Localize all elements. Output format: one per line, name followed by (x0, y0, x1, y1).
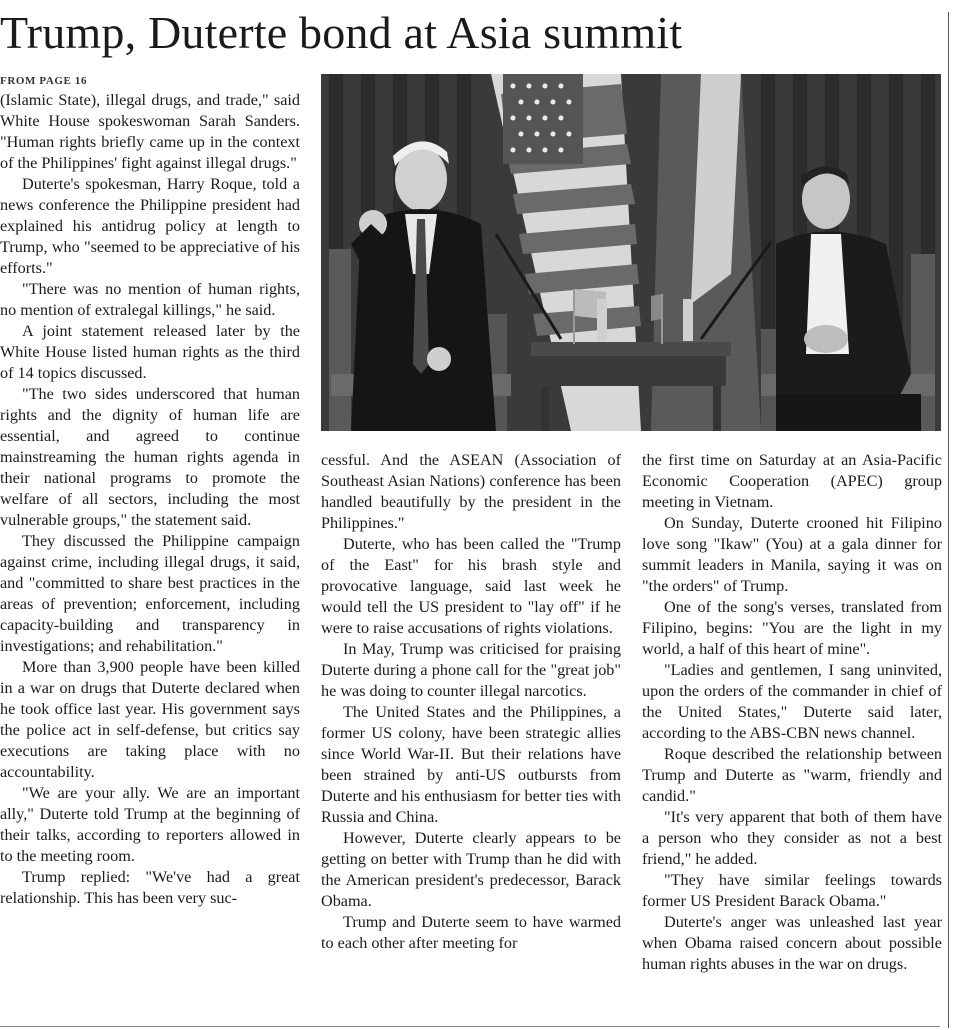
paragraph: Duterte, who has been called the "Trump of the East" for his brash style and provocative language, said last week he would tell the US president to "lay off" if he were to raise accusations of rights violations. (321, 535, 621, 637)
paragraph: cessful. And the ASEAN (Association of Southeast Asian Nations) conference has been handled beautifully by the president in the Philippines." (321, 451, 621, 532)
paragraph: They discussed the Philippine campaign against crime, including illegal drugs, it said, and "committed to share best practices in the areas of prevention; enforcement, including capacity-building and transparency in investigations; and rehabilitation." (0, 532, 300, 655)
news-photo-image (321, 74, 941, 431)
column-rule (948, 12, 949, 1028)
headline: Trump, Duterte bond at Asia summit (0, 7, 683, 58)
paragraph: One of the song's verses, translated from Filipino, begins: "You are the light in my world, a half of this heart of mine". (642, 598, 942, 658)
paragraph: (Islamic State), illegal drugs, and trade," said White House spokeswoman Sarah Sanders. "Human rights briefly came up in the context of the Philippines' fight against illegal drugs." (0, 91, 300, 172)
paragraph: the first time on Saturday at an Asia-Pacific Economic Cooperation (APEC) group meeting in Vietnam. (642, 451, 942, 511)
paragraph: Trump and Duterte seem to have warmed to each other after meeting for (321, 913, 621, 952)
paragraph: More than 3,900 people have been killed in a war on drugs that Duterte declared when he took office last year. His government says the police act in self-defense, but critics say executions are taking place with no accountability. (0, 658, 300, 781)
jump-line: FROM PAGE 16 (0, 75, 88, 87)
paragraph: Duterte's anger was unleashed last year when Obama raised concern about possible human rights abuses in the war on drugs. (642, 913, 942, 973)
paragraph: "The two sides underscored that human rights and the dignity of human life are essential, and agreed to continue mainstreaming the human rights agenda in their national programs to promote the welfare of all sectors, including the most vulnerable groups," the statement said. (0, 385, 300, 529)
paragraph: "Ladies and gentlemen, I sang uninvited, upon the orders of the commander in chief of the United States," Duterte said later, according to the ABS-CBN news channel. (642, 661, 942, 742)
paragraph: "We are your ally. We are an important ally," Duterte told Trump at the beginning of their talks, according to reporters allowed in to the meeting room. (0, 784, 300, 865)
paragraph: A joint statement released later by the White House listed human rights as the third of 14 topics discussed. (0, 322, 300, 382)
news-photo (321, 74, 941, 431)
paragraph: Duterte's spokesman, Harry Roque, told a news conference the Philippine president had explained his antidrug policy at length to Trump, who "seemed to be appreciative of his efforts." (0, 175, 300, 277)
paragraph: The United States and the Philippines, a former US colony, have been strategic allies since World War-II. But their relations have been strained by anti-US outbursts from Duterte and his enthusiasm for better ties with Russia and China. (321, 703, 621, 826)
paragraph: However, Duterte clearly appears to be getting on better with Trump than he did with the American president's predecessor, Barack Obama. (321, 829, 621, 910)
article-column-3 (642, 450, 942, 975)
paragraph: Trump replied: "We've had a great relationship. This has been very suc- (0, 868, 300, 907)
paragraph: "It's very apparent that both of them have a person who they consider as not a best friend," he added. (642, 808, 942, 868)
paragraph: Roque described the relationship between Trump and Duterte as "warm, friendly and candid." (642, 745, 942, 805)
article-column-1 (0, 72, 300, 909)
paragraph: On Sunday, Duterte crooned hit Filipino love song "Ikaw" (You) at a gala dinner for summit leaders in Manila, saying it was on "the orders" of Trump. (642, 514, 942, 595)
article-column-2 (321, 450, 621, 954)
paragraph: In May, Trump was criticised for praising Duterte during a phone call for the "great job" he was doing to counter illegal narcotics. (321, 640, 621, 700)
paragraph: "There was no mention of human rights, no mention of extralegal killings," he said. (0, 280, 300, 319)
paragraph: "They have similar feelings towards former US President Barack Obama." (642, 871, 942, 910)
bottom-rule (0, 1026, 940, 1027)
